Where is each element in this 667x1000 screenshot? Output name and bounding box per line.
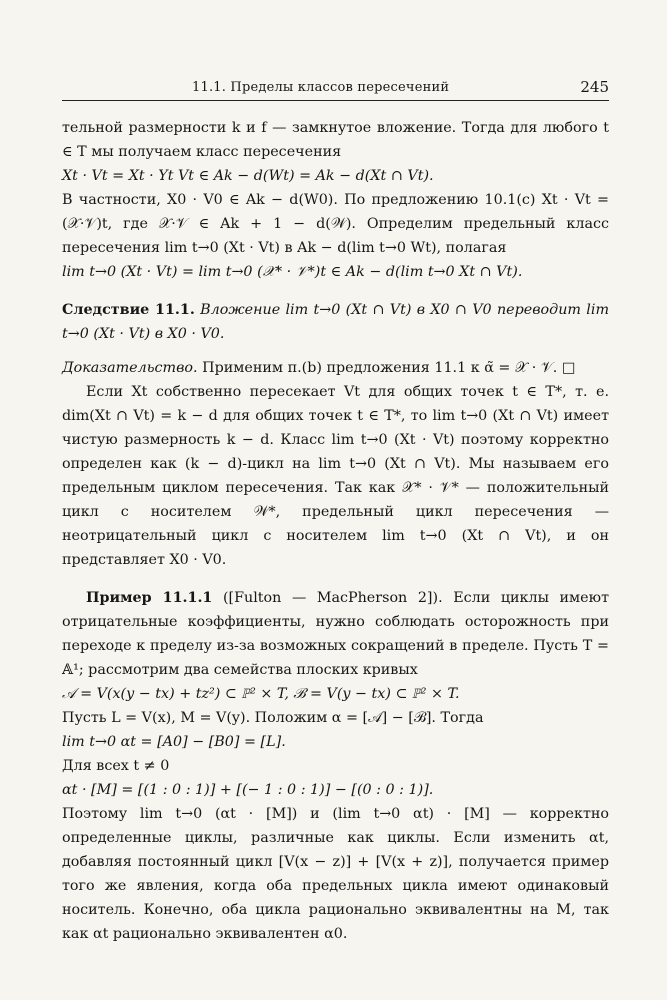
paragraph-conclusion: Поэтому lim t→0 (αt · [M]) и (lim t→0 αt) · [M] — корректно определенные циклы, различные как циклы. Если изменить αt, добавляя постоянный цикл [V(x − z)] + [V(x + z)], получается пример того же явления, когда оба предельных цикла имеют одинаковый носитель. Конечно, оба цикла рационально эквивалентны на M, так как αt рационально эквивалентен α0.	[62, 806, 609, 942]
paragraph-let-L-M: Пусть L = V(x), M = V(y). Положим α = [𝒜] − [ℬ]. Тогда	[62, 710, 484, 726]
proof	[62, 356, 609, 380]
equation-intersection-class: Xt · Vt = Xt · Yt Vt ∈ Ak − d(Wt) = Ak − d(Xt ∩ Vt).	[62, 168, 434, 184]
paragraph-continuation: тельной размерности k и f — замкнутое вложение. Тогда для любого t ∈ T мы получаем класс пересечения	[62, 120, 609, 160]
running-title: 11.1. Пределы классов пересечений	[192, 80, 450, 95]
corollary-statement: Вложение lim t→0 (Xt ∩ Vt) в X0 ∩ V0 переводит lim t→0 (Xt · Vt) в X0 · V0.	[62, 302, 610, 342]
proof-text: Применим п.(b) предложения 11.1 к α̃ = 𝒳 · 𝒱. □	[202, 360, 576, 376]
example	[62, 586, 609, 682]
equation-limit-alpha: lim t→0 αt = [A0] − [B0] = [L].	[62, 734, 286, 750]
paragraph-limit-cycle: Если Xt собственно пересекает Vt для общих точек t ∈ T*, т. е. dim(Xt ∩ Vt) = k − d для общих точек t ∈ T*, то lim t→0 (Xt ∩ Vt) имеет чистую размерность k − d. Класс lim t→0 (Xt · Vt) поэтому корректно определен как (k − d)-цикл на lim t→0 (Xt ∩ Vt). Мы называем его предельным циклом пересечения. Так как 𝒳* · 𝒱* — положительный цикл с носителем 𝒲*, предельный цикл пересечения — неотрицательный цикл с носителем lim t→0 (Xt ∩ Vt), и он представляет X0 · V0.	[62, 384, 609, 568]
running-header	[62, 78, 609, 101]
page-body	[62, 116, 609, 946]
paragraph-for-all-t: Для всех t ≠ 0	[62, 758, 170, 774]
corollary-label: Следствие 11.1.	[62, 302, 195, 318]
example-label: Пример 11.1.1	[86, 590, 213, 606]
corollary	[62, 298, 609, 346]
equation-alpha-times-M: αt · [M] = [(1 : 0 : 1)] + [(− 1 : 0 : 1)] − [(0 : 0 : 1)].	[62, 782, 434, 798]
paragraph-limit-definition: В частности, X0 · V0 ∈ Ak − d(W0). По предложению 10.1(c) Xt · Vt = (𝒳·𝒱)t, где 𝒳·𝒱 ∈ Ak + 1 − d(𝒲). Определим предельный класс пересечения lim t→0 (Xt · Vt) в Ak − d(lim t→0 Wt), полагая	[62, 192, 609, 256]
page-number: 245	[580, 78, 609, 96]
proof-label: Доказательство.	[62, 360, 198, 376]
equation-curve-families: 𝒜 = V(x(y − tx) + tz²) ⊂ ℙ² × T, ℬ = V(y − tx) ⊂ ℙ² × T.	[62, 686, 460, 702]
equation-limit-class: lim t→0 (Xt · Vt) = lim t→0 (𝒳* · 𝒱*)t ∈ Ak − d(lim t→0 Xt ∩ Vt).	[62, 264, 523, 280]
example-text: ([Fulton — MacPherson 2]). Если циклы имеют отрицательные коэффициенты, нужно соблюдать осторожность при переходе к пределу из-за возможных сокращений в пределе. Пусть T = 𝔸¹; рассмотрим два семейства плоских кривых	[62, 590, 609, 678]
